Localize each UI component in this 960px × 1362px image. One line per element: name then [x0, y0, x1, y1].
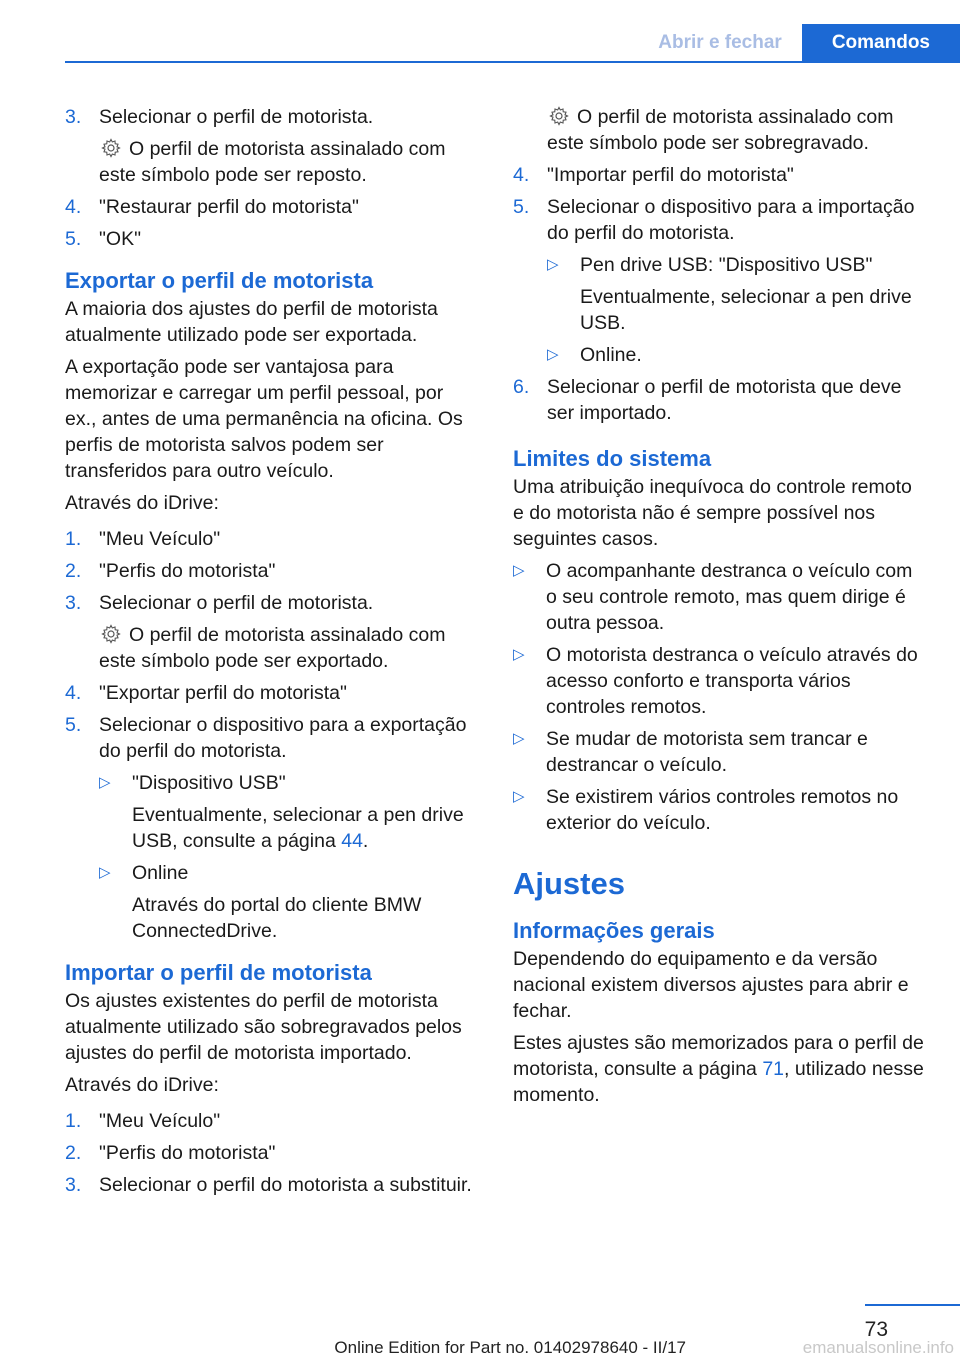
sub-item-extra: Através do portal do cliente BMW ConnectedDrive. [132, 894, 422, 942]
page-number: 73 [864, 1318, 888, 1341]
symbol-note [99, 136, 475, 188]
import-step-1 [65, 1108, 475, 1134]
step-3-reset [65, 104, 475, 188]
step-number: 5. [65, 714, 82, 736]
import-heading: Importar o perfil de motorista [65, 960, 372, 985]
step-text: "Exportar perfil do motorista" [99, 682, 347, 704]
step-text: Selecionar o perfil de motorista. [99, 106, 374, 128]
gear-icon [101, 624, 121, 644]
step-number: 1. [65, 528, 82, 550]
step-number: 4. [65, 196, 82, 218]
import-step-3 [65, 1172, 475, 1198]
gear-icon [101, 138, 121, 158]
step-number: 5. [513, 196, 530, 218]
sub-item-text: Online. [580, 344, 642, 366]
symbol-note-text: O perfil de motorista assinalado com este símbolo pode ser sobregravado. [547, 106, 894, 154]
import-paragraph-1: Os ajustes existentes do perfil de motorista atualmente utilizado são sobregravados pelos ajustes do perfil de motorista importado. [65, 990, 462, 1064]
footer-rule [865, 1304, 960, 1306]
sub-item-text: Online [132, 862, 189, 884]
sub-item-usb [99, 770, 475, 854]
settings-paragraph-2-text: Estes ajustes são memorizados para o perfil de motorista, consulte a página [513, 1032, 924, 1080]
step-text: "Meu Veículo" [99, 1110, 221, 1132]
triangle-bullet-icon: ▷ [547, 346, 559, 363]
limits-heading: Limites do sistema [513, 446, 712, 471]
page-link-44[interactable]: 44 [341, 830, 363, 852]
import-step-2 [65, 1140, 475, 1166]
page-link-71[interactable]: 71 [762, 1058, 785, 1080]
step-number: 3. [65, 592, 82, 614]
bullet-text: O acompanhante destranca o veículo com o seu controle remoto, mas quem dirige é outra pessoa. [546, 560, 913, 634]
step-text: "Perfis do motorista" [99, 560, 276, 582]
step-number: 3. [65, 1174, 82, 1196]
step-number: 2. [65, 1142, 82, 1164]
step-text: "Restaurar perfil do motorista" [99, 196, 359, 218]
tab-comandos[interactable]: Comandos [802, 24, 960, 62]
header-tabs [638, 24, 960, 62]
sub-item-extra-end: . [362, 830, 369, 852]
import-step-5 [513, 194, 928, 368]
watermark: emanualsonline.info [802, 1338, 954, 1357]
export-step-2 [65, 558, 475, 584]
step-number: 2. [65, 560, 82, 582]
export-step-3 [65, 590, 475, 674]
export-step-5 [65, 712, 475, 944]
step-text: "Importar perfil do motorista" [547, 164, 794, 186]
bullet-text: Se existirem vários controles remotos no exterior do veículo. [546, 786, 899, 834]
sub-item-text: Pen drive USB: "Dispositivo USB" [580, 254, 873, 276]
import-step-4 [513, 162, 928, 188]
header-rule [65, 61, 960, 63]
step-number: 4. [65, 682, 82, 704]
limits-paragraph: Uma atribuição inequívoca do controle remoto e do motorista não é sempre possível nos seguintes casos. [513, 476, 912, 550]
export-step-4 [65, 680, 475, 706]
step-number: 6. [513, 376, 530, 398]
step-text: Selecionar o perfil de motorista. [99, 592, 374, 614]
step-text: Selecionar o dispositivo para a exportação do perfil do motorista. [99, 714, 467, 762]
import-step-6 [513, 374, 928, 426]
settings-paragraph-2-end: , utilizado nesse momento. [513, 1058, 924, 1106]
symbol-note-text: O perfil de motorista assinalado com este símbolo pode ser exportado. [99, 624, 446, 672]
sub-item-text: "Dispositivo USB" [132, 772, 286, 794]
settings-title: Ajustes [513, 866, 625, 901]
export-paragraph-1: A maioria dos ajustes do perfil de motorista atualmente utilizado pode ser exportada. [65, 298, 438, 346]
sub-item-extra [132, 802, 475, 854]
triangle-bullet-icon: ▷ [513, 562, 525, 579]
step-number: 4. [513, 164, 530, 186]
step-text: "Meu Veículo" [99, 528, 221, 550]
right-column [513, 104, 928, 1114]
triangle-bullet-icon: ▷ [513, 730, 525, 747]
sub-item-pen-drive [547, 252, 928, 336]
sub-item-extra-text: Eventualmente, selecionar a pen drive USB, consulte a página [132, 804, 464, 852]
triangle-bullet-icon: ▷ [513, 788, 525, 805]
left-column [65, 104, 475, 1204]
sub-item-online [99, 860, 475, 944]
gear-icon [549, 106, 569, 126]
step-text: Selecionar o dispositivo para a importação do perfil do motorista. [547, 196, 915, 244]
export-paragraph-2: A exportação pode ser vantajosa para memorizar e carregar um perfil pessoal, por ex., antes de uma permanência na oficina. Os perfis de motorista salvos podem ser transferidos para outro veículo. [65, 356, 463, 482]
limits-bullet-2 [513, 642, 928, 720]
export-paragraph-3: Através do iDrive: [65, 492, 219, 514]
triangle-bullet-icon: ▷ [513, 646, 525, 663]
step-number: 5. [65, 228, 82, 250]
limits-bullet-3 [513, 726, 928, 778]
limits-bullet-1 [513, 558, 928, 636]
step-text: "Perfis do motorista" [99, 1142, 276, 1164]
sub-item-extra: Eventualmente, selecionar a pen drive USB. [580, 286, 912, 334]
edition-text: Online Edition for Part no. 01402978640 - II/17 [334, 1338, 686, 1357]
step-number: 3. [65, 106, 82, 128]
step-number: 1. [65, 1110, 82, 1132]
symbol-note-text: O perfil de motorista assinalado com este símbolo pode ser reposto. [99, 138, 446, 186]
bullet-text: O motorista destranca o veículo através do acesso conforto e transporta vários controles remotos. [546, 644, 918, 718]
tab-abrir-e-fechar[interactable]: Abrir e fechar [638, 24, 802, 62]
settings-paragraph-1: Dependendo do equipamento e da versão nacional existem diversos ajustes para abrir e fechar. [513, 948, 909, 1022]
symbol-note [547, 104, 928, 156]
step-text: Selecionar o perfil do motorista a substituir. [99, 1174, 472, 1196]
settings-paragraph-2 [513, 1030, 928, 1108]
triangle-bullet-icon: ▷ [99, 774, 111, 791]
export-step-1 [65, 526, 475, 552]
step-4-restore [65, 194, 475, 220]
triangle-bullet-icon: ▷ [99, 864, 111, 881]
step-5-ok [65, 226, 475, 252]
step-text: Selecionar o perfil de motorista que deve ser importado. [547, 376, 902, 424]
limits-bullet-4 [513, 784, 928, 836]
export-heading: Exportar o perfil de motorista [65, 268, 374, 293]
sub-item-online [547, 342, 928, 368]
general-info-heading: Informações gerais [513, 918, 715, 943]
bullet-text: Se mudar de motorista sem trancar e destrancar o veículo. [546, 728, 868, 776]
triangle-bullet-icon: ▷ [547, 256, 559, 273]
import-paragraph-2: Através do iDrive: [65, 1074, 219, 1096]
step-text: "OK" [99, 228, 142, 250]
symbol-note [99, 622, 475, 674]
